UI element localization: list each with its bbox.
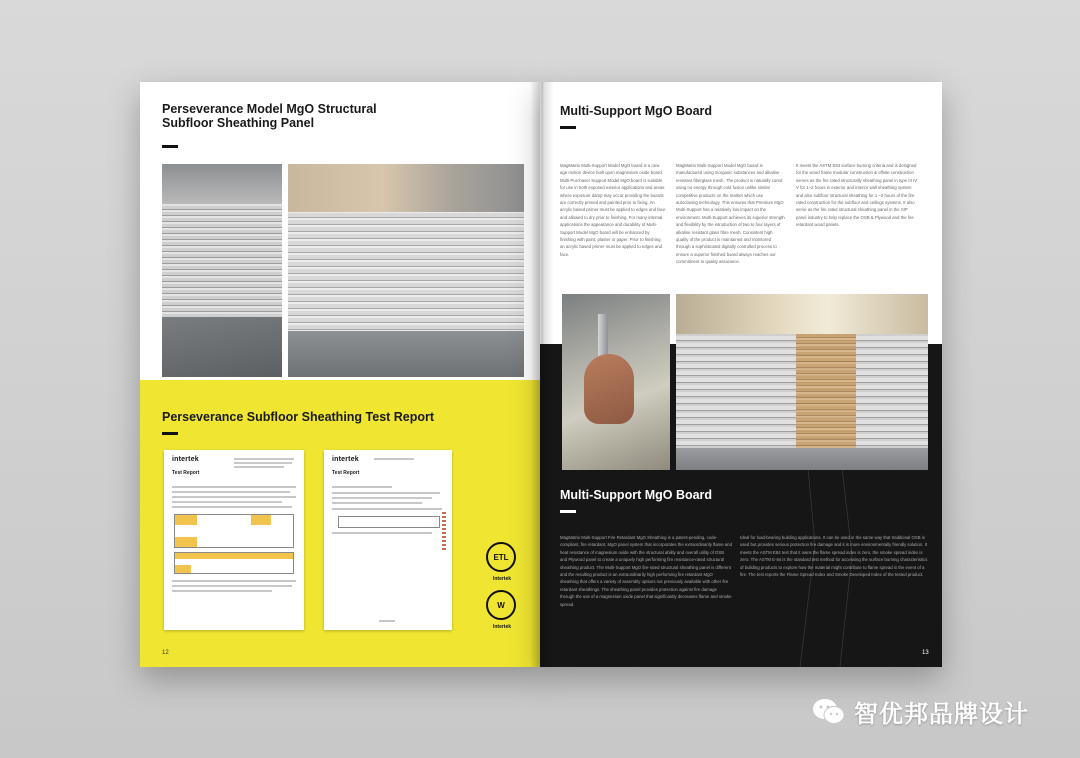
doc-heading: Test Report <box>172 470 200 476</box>
doc-line <box>332 492 440 494</box>
watermark-text: 智优邦品牌设计 <box>854 700 1029 728</box>
wechat-icon <box>812 698 846 726</box>
doc-line <box>234 458 294 460</box>
etl-certification-icon: ETL <box>486 542 516 572</box>
page-number-right: 13 <box>922 650 929 656</box>
intertek-logo: intertek <box>332 456 359 463</box>
doc-line <box>234 462 292 464</box>
dark-title-underline <box>560 510 576 513</box>
photo-wall <box>162 164 282 204</box>
doc-line <box>332 486 392 488</box>
intro-column-3: It meets the ASTM E84 surface burning criteria and is designed for the wood frame modular construction & offsite construction serves as the fire rated structurally sheathing panel in type III IV V for 1~2 hours in exterior and interior wall sheathing system and also subfloor structural sheathing for 1 ~2 hours of the fire rated construction for the subfloor and ceilings systems. It also serve as the fire rated structural sheathing panel in the SIP panel industry to help replace the OSB & Plywood and the fire retardant wood panels. <box>796 163 918 228</box>
doc-line <box>172 590 272 592</box>
warehouse-photo-panels <box>288 164 524 377</box>
measurement-photo <box>562 294 670 470</box>
doc-table <box>338 516 440 528</box>
doc-table <box>174 514 294 548</box>
doc-line <box>234 466 284 468</box>
right-page <box>540 82 942 667</box>
doc-line <box>172 501 282 503</box>
title-underline <box>162 145 178 148</box>
watermark <box>812 694 1029 729</box>
doc-line <box>172 506 292 508</box>
dark-column-1: MagMatrix Multi-Support Fire Retardant MgO Sheathing is a patent-pending, code-compliant, fire retardant, MgO panel system that incorporates the extraordinarily flame and heat resistance of magnesium oxide with the structural ability and overall utility of OSB and Plywood panel to create a uniquely high performing fire resistance-rated structural sheathing product. The Multi-Support MgO fire-rated structural sheathing panel is different and the resulting product is an extraordinarily high performing fire retardant MgO sheathing that offers a variety of assembly options not previously available with other fire retardant sheathings. The sheathing panel provides protection against fire damage through the use of a magnesium oxide panel that significantly decreases flame and smoke spread. <box>560 535 732 607</box>
photo-top <box>288 164 524 212</box>
photo-top <box>676 294 928 334</box>
page-number-left: 12 <box>162 650 169 656</box>
doc-heading: Test Report <box>332 470 360 476</box>
doc-line <box>332 532 432 534</box>
doc-stamp-edge <box>442 512 446 552</box>
board-stacks-photo <box>676 294 928 470</box>
warnock-certification-icon: W <box>486 590 516 620</box>
left-title-line1: Perseverance Model MgO Structural <box>162 102 377 116</box>
doc-table <box>174 552 294 574</box>
doc-line <box>332 502 422 504</box>
report-title: Perseverance Subfloor Sheathing Test Report <box>162 410 435 424</box>
intro-column-1: MagMatrix Multi-Support Model MgO board is a new age motion device built upon magnesium oxide board. Multi-Purchaser Support Model MgO board is suitable for use in both exposed exterior applications and areas where exposure damp may occur providing the boards are correctly primed and painted prior to fixing. An acrylic based primer must be applied to edges and face and allowed to dry prior to finishing. For many internal applications the appearance and durability of Multi-Support Model MgO board will be enhanced by finishing with paint, plaster or paper. Prior to finishing an acrylic based primer must be applied to edges and face. <box>560 163 666 257</box>
dark-column-2: Ideal for load-bearing building applications. It can be used in the same way that traditional OSB is used but provides serious protection fire damage and it is more environmentally friendly solution. It meets the ASTM E84 test that it owns the flame spread index is zero, the smoke spread index is zero. The ASTM E-84 is the standard test method for accessing the surface burning characteristics of building products to explore how the material might contribute to flame spread in the event of a fire. The test reports the Flame Spread Index and Smoke Developed Index of the tested product. <box>740 535 928 578</box>
doc-line <box>172 585 292 587</box>
table-cell-highlight <box>175 515 197 525</box>
intro-column-2: MagMatrix Multi-Support Model MgO board is manufactured using inorganic substances and alkaline resistant fiberglass mesh. The product is naturally cured using no energy through cold fusion unlike similar competitive products on the market which use autoclaving technology. This ensures that Premium MgO Multi-Support has a relatively low impact on the environment. Multi-Support achieves its superior strength and flexibility by the introduction of two to four layers of alkaline resistant glass fibre mesh. Consistent high quality of the product is maintained and monitored through a sophisticated digitally controlled process to ensure a superior finished board always reaches our commitment to quality assurance. <box>676 163 785 265</box>
doc-footer-line <box>379 620 395 622</box>
table-cell-highlight <box>175 537 197 547</box>
doc-line <box>374 458 414 460</box>
table-cell-highlight <box>175 565 191 573</box>
doc-line <box>332 508 442 510</box>
left-title-line2: Subfloor Sheathing Panel <box>162 116 315 131</box>
etl-cert-label: Intertek <box>492 576 512 582</box>
doc-line <box>172 580 296 582</box>
hand <box>584 354 634 424</box>
doc-line <box>172 486 296 488</box>
warnock-cert-label: Intertek <box>492 624 512 630</box>
right-page-title: Multi-Support MgO Board <box>560 104 713 118</box>
report-underline <box>162 432 178 435</box>
doc-line <box>172 496 296 498</box>
warehouse-photo-stack <box>162 164 282 377</box>
doc-line <box>172 491 290 493</box>
left-page-title <box>162 102 377 131</box>
title-underline <box>560 126 576 129</box>
test-report-document-1 <box>164 450 304 630</box>
photo-floor <box>288 331 524 377</box>
left-page <box>140 82 542 667</box>
intertek-logo: intertek <box>172 456 199 463</box>
dark-section-title: Multi-Support MgO Board <box>560 488 713 502</box>
doc-line <box>332 497 432 499</box>
table-cell-highlight <box>175 553 293 559</box>
test-report-document-2 <box>324 450 452 630</box>
photo-floor <box>162 317 282 377</box>
photo-floor <box>676 448 928 470</box>
table-cell-highlight <box>251 515 271 525</box>
